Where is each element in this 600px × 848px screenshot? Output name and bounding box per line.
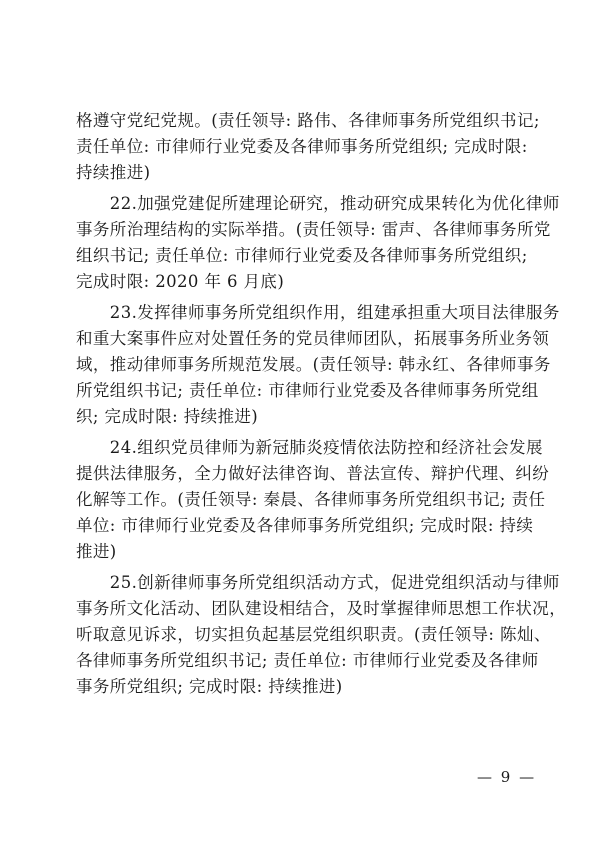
text-line: 完成时限: 2020 年 6 月底) <box>76 272 285 291</box>
paragraph-item-25 <box>76 570 567 700</box>
text-line: 各律师事务所党组织书记; 责任单位: 市律师行业党委及各律师 <box>76 651 539 670</box>
text-line: 组织书记; 责任单位: 市律师行业党委及各律师事务所党组织; <box>76 246 528 265</box>
paragraph-item-22 <box>76 191 560 295</box>
document-body <box>76 108 567 700</box>
text-line: 听取意见诉求，切实担负起基层党组织职责。(责任领导: 陈灿、 <box>76 625 551 644</box>
paragraph-item-23 <box>76 300 560 430</box>
text-line: 22.加强党建促所建理论研究，推动研究成果转化为优化律师 <box>76 194 560 213</box>
paragraph-continuation <box>76 108 538 186</box>
text-line: 单位: 市律师行业党委及各律师事务所党组织; 完成时限: 持续 <box>76 516 534 535</box>
text-line: 事务所治理结构的实际举措。(责任领导: 雷声、各律师事务所党 <box>76 220 551 239</box>
text-line: 24.组织党员律师为新冠肺炎疫情依法防控和经济社会发展 <box>76 438 543 457</box>
text-line: 所党组织书记; 责任单位: 市律师行业党委及各律师事务所党组 <box>76 381 539 400</box>
text-line: 格遵守党纪党规。(责任领导: 路伟、各律师事务所党组织书记; <box>76 111 540 130</box>
text-line: 和重大案事件应对处置任务的党员律师团队，拓展事务所业务领 <box>76 329 550 348</box>
text-line: 25.创新律师事务所党组织活动方式，促进党组织活动与律师 <box>76 573 560 592</box>
text-line: 域，推动律师事务所规范发展。(责任领导: 韩永红、各律师事务 <box>76 355 551 374</box>
text-line: 织; 完成时限: 持续推进) <box>76 407 259 426</box>
text-line: 23.发挥律师事务所党组织作用，组建承担重大项目法律服务 <box>76 303 560 322</box>
text-line: 事务所党组织; 完成时限: 持续推进) <box>76 677 343 696</box>
paragraph-item-24 <box>76 435 550 565</box>
page-number: — 9 — <box>477 768 537 786</box>
text-line: 事务所文化活动、团队建设相结合，及时掌握律师思想工作状况， <box>76 599 567 618</box>
text-line: 化解等工作。(责任领导: 秦晨、各律师事务所党组织书记; 责任 <box>76 490 546 509</box>
text-line: 责任单位: 市律师行业党委及各律师事务所党组织; 完成时限: <box>76 137 528 156</box>
text-line: 持续推进) <box>76 163 151 182</box>
text-line: 提供法律服务，全力做好法律咨询、普法宣传、辩护代理、纠纷 <box>76 464 550 483</box>
text-line: 推进) <box>76 542 117 561</box>
